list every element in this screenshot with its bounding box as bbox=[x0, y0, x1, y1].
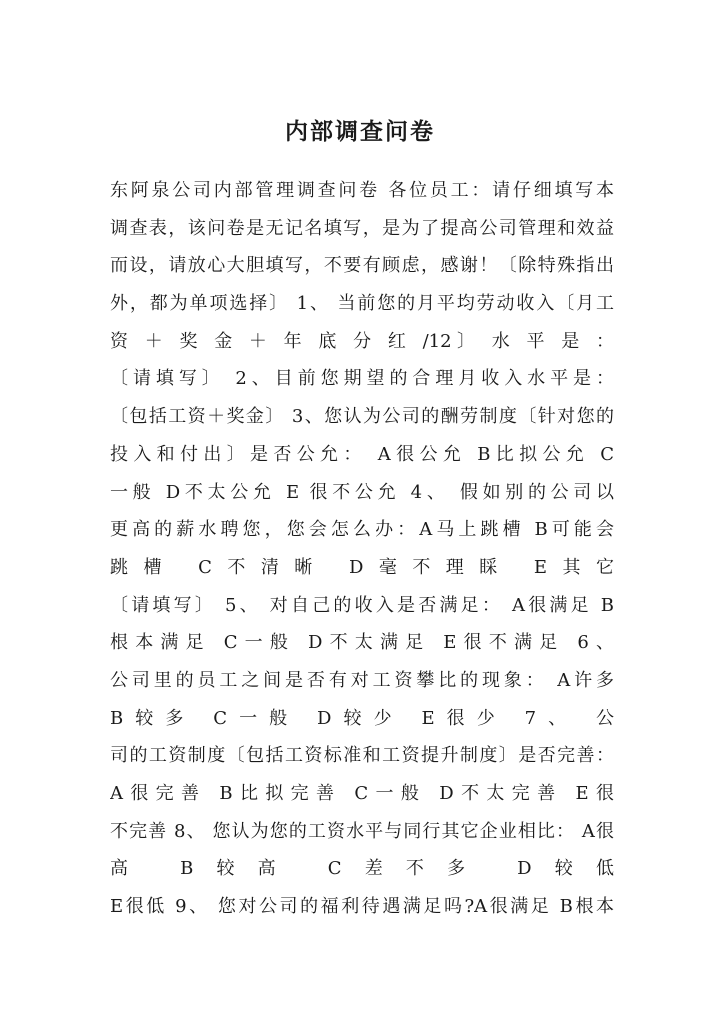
body-line-11: 跳槽 C不清晰 D毫不理睬 E其它 bbox=[110, 556, 614, 578]
body-line-13: 根本满足 C一般 D不太满足 E很不满足 6、 bbox=[110, 632, 614, 654]
body-line-12: 〔请填写〕 5、 对自己的收入是否满足： A很满足 B bbox=[110, 594, 614, 616]
body-line-5: 资 ＋ 奖 金 ＋ 年 底 分 红 /12〕 水 平 是 ： bbox=[110, 330, 614, 352]
body-line-2: 调查表，该问卷是无记名填写，是为了提高公司管理和效益 bbox=[110, 217, 614, 239]
body-line-19: 高 B较高 C差不多 D较低 bbox=[110, 858, 614, 880]
body-line-3: 而设，请放心大胆填写，不要有顾虑，感谢！〔除特殊指出 bbox=[110, 255, 614, 277]
body-line-6: 〔请填写〕 2、目前您期望的合理月收入水平是： bbox=[110, 368, 614, 390]
body-line-1: 东阿泉公司内部管理调查问卷 各位员工：请仔细填写本 bbox=[110, 180, 614, 201]
body-line-9: 一般 D不太公允 E 很不公允 4、 假如别的公司以 bbox=[110, 481, 614, 503]
body-line-17: A很完善 B比拟完善 C一般 D不太完善 E很 bbox=[110, 783, 614, 804]
body-line-10: 更高的薪水聘您，您会怎么办：A马上跳槽 B可能会 bbox=[110, 519, 614, 541]
body-line-15: B较多 C一般 D较少 E很少 7、 公 bbox=[110, 707, 614, 729]
body-line-14: 公司里的员工之间是否有对工资攀比的现象： A许多 bbox=[110, 669, 614, 691]
body-line-18: 不完善 8、 您认为您的工资水平与同行其它企业相比： A很 bbox=[110, 820, 614, 842]
body-line-4: 外，都为单项选择〕 1、 当前您的月平均劳动收入〔月工 bbox=[110, 293, 614, 315]
body-line-7: 〔包括工资＋奖金〕 3、您认为公司的酬劳制度〔针对您的 bbox=[110, 406, 614, 428]
body-line-8: 投入和付出〕是否公允： A很公允 B比拟公允 C bbox=[110, 443, 614, 465]
document-body bbox=[110, 172, 614, 926]
body-line-20: E很低 9、 您对公司的福利待遇满足吗?A很满足 B根本 bbox=[110, 896, 614, 918]
document-title: 内部调查问卷 bbox=[285, 118, 435, 145]
body-line-16: 司的工资制度〔包括工资标准和工资提升制度〕是否完善： bbox=[110, 745, 614, 767]
